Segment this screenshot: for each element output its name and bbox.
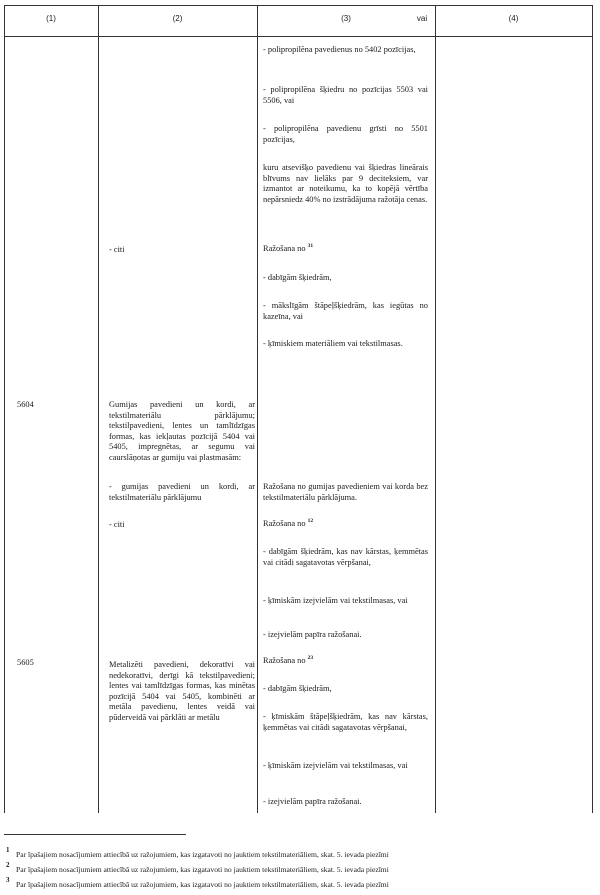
list-item: - dabīgām šķiedrām, kas nav kārstas, ķemmētas vai citādi sagatavotas vērpšanai, [263, 547, 428, 567]
footnote-ref: 23 [307, 655, 314, 661]
list-item: - ķīmiskām štāpeļšķiedrām, kas nav kārstas, ķemmētas vai citādi sagatavotas vērpšanai, [263, 712, 428, 732]
row-description: Gumijas pavedieni un kordi, ar tekstilmateriālu pārklājumu; tekstilpavedieni, lentes un tamlīdzīgas formas, kas iekļautas pozīcijā 5404 vai 5405, impregnētas, ar segumu vai caurslāņotas ar gumiju vai plastmasām: [109, 400, 255, 462]
column-divider-1 [98, 5, 99, 813]
heading-code: 5604 [17, 400, 34, 409]
row-description: - citi [109, 245, 125, 254]
rule-heading: Ražošana no $^{12}$ [263, 518, 314, 528]
list-item: - izejvielām papīra ražošanai. [263, 797, 362, 806]
footnote-number: 1 [6, 846, 10, 854]
header-col-4: (4) [508, 14, 519, 23]
rule-heading: Ražošana no $^{31}$ [263, 243, 314, 253]
row-description: - citi [109, 520, 125, 529]
row-description: Metalizēti pavedieni, dekoratīvi vai nedekoratīvi, derīgi kā tekstilpavedieni; lentes vai tamlīdzīgas formas, kas minētas pozīcijā 5404 vai 5405, kombinēti ar metāla pavedienu, lentes veidā vai pūderveidā vai pārklāti ar metālu [109, 660, 255, 722]
footnote-text: Par īpašajiem nosacījumiem attiecībā uz ražojumiem, kas izgatavoti no jauktiem tekstilmateriāliem, skat. 5. ievada piezīmi [16, 865, 389, 874]
footnote-ref: 12 [307, 518, 314, 524]
list-item: - polipropilēna pavedienu grīsti no 5501 pozīcijas, [263, 124, 428, 144]
list-item: - ķīmiskām izejvielām vai tekstilmasas, vai [263, 596, 408, 605]
table-top-border [4, 5, 593, 6]
list-item: - polipropilēna pavedienus no 5402 pozīcijas, [263, 45, 416, 54]
list-item: - dabīgām šķiedrām, [263, 273, 332, 282]
footnote-separator [4, 834, 186, 835]
list-item: - dabīgām šķiedrām, [263, 684, 332, 693]
rule-heading: Ražošana no $^{23}$ [263, 655, 314, 665]
rules-table [4, 5, 593, 813]
footnote-ref: 31 [307, 243, 314, 249]
footnote-number: 2 [6, 861, 10, 869]
header-vai: vai [416, 14, 428, 23]
header-col-1: (1) [46, 14, 56, 23]
list-item: - polipropilēna šķiedru no pozīcijas 5503 vai 5506, vai [263, 85, 428, 105]
condition-text: kuru atsevišķo pavedienu vai šķiedras lineārais blīvums nav lielāks par 9 deciteksiem, var izmantot ar noteikumu, ka to kopējā vērtība nepārsniedz 40% no izstrādājuma ražotāja cenas. [263, 163, 428, 204]
row-description: - gumijas pavedieni un kordi, ar tekstilmateriālu pārklājumu [109, 482, 255, 502]
list-item: - mākslīgām štāpeļšķiedrām, kas iegūtas no kazeīna, vai [263, 301, 428, 321]
table-left-border [4, 5, 5, 813]
list-item: - ķīmiskiem materiāliem vai tekstilmasas. [263, 339, 403, 348]
list-item: - izejvielām papīra ražošanai. [263, 630, 362, 639]
footnote-text: Par īpašajiem nosacījumiem attiecībā uz ražojumiem, kas izgatavoti no jauktiem tekstilmateriāliem, skat. 5. ievada piezīmi [16, 850, 389, 859]
header-col-2: (2) [172, 14, 183, 23]
heading-code: 5605 [17, 658, 34, 667]
table-right-border [592, 5, 593, 813]
footnote-number: 3 [6, 876, 10, 884]
footnote-text: Par īpašajiem nosacījumiem attiecībā uz ražojumiem, kas izgatavoti no jauktiem tekstilmateriāliem, skat. 5. ievada piezīmi [16, 880, 389, 889]
rule-text: Ražošana no gumijas pavedieniem vai korda bez tekstilmateriālu pārklājuma. [263, 482, 428, 502]
column-divider-3 [435, 5, 436, 813]
list-item: - ķīmiskām izejvielām vai tekstilmasas, vai [263, 761, 408, 770]
header-col-3: (3) [341, 14, 351, 23]
table-header-divider [4, 36, 593, 37]
column-divider-2 [257, 5, 258, 813]
